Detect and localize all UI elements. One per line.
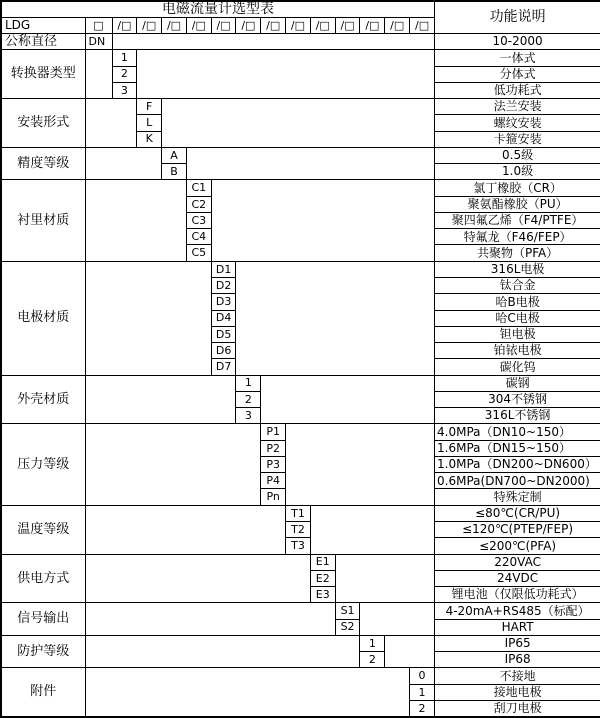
table-row: [1, 375, 600, 391]
code-cell: 2: [410, 700, 435, 716]
code-slot: /□: [261, 17, 286, 33]
table-row: [1, 261, 600, 277]
spacer-cell: [85, 554, 310, 603]
code-cell: C5: [186, 245, 211, 261]
code-cell: K: [137, 131, 162, 147]
desc-cell: ≤80℃(CR/PU): [435, 505, 600, 521]
desc-cell: 1.0MPa（DN200~DN600）: [435, 456, 600, 472]
desc-cell: 锂电池（仅限低功耗式）: [435, 587, 600, 603]
desc-cell: 氯丁橡胶（CR）: [435, 180, 600, 196]
table-row: [1, 635, 600, 651]
desc-cell: 钽电极: [435, 326, 600, 342]
spacer-cell: [112, 34, 435, 50]
code-slot: /□: [335, 17, 360, 33]
desc-cell: 法兰安装: [435, 99, 600, 115]
code-cell: C2: [186, 196, 211, 212]
table-row: [1, 180, 600, 196]
desc-cell: 0.6MPa(DN700~DN2000): [435, 473, 600, 489]
desc-cell: 共聚物（PFA）: [435, 245, 600, 261]
code-slot: /□: [385, 17, 410, 33]
desc-cell: ≤200℃(PFA): [435, 538, 600, 554]
desc-cell: 碳化钨: [435, 359, 600, 375]
spacer-cell: [85, 603, 335, 636]
desc-cell: IP68: [435, 652, 600, 668]
spacer-cell: [85, 261, 211, 375]
code-cell: Pn: [261, 489, 286, 505]
desc-cell: 低功耗式: [435, 82, 600, 98]
desc-cell: 4-20mA+RS485（标配）: [435, 603, 600, 619]
code-cell: C4: [186, 229, 211, 245]
code-cell: S1: [335, 603, 360, 619]
spacer-cell: [286, 424, 435, 505]
code-cell: E1: [310, 554, 335, 570]
desc-cell: 一体式: [435, 50, 600, 66]
code-cell: 3: [236, 408, 261, 424]
code-cell: D6: [211, 343, 236, 359]
desc-cell: 不接地: [435, 668, 600, 684]
spacer-cell: [137, 50, 435, 99]
code-cell: P4: [261, 473, 286, 489]
desc-cell: ≤120℃(PTEP/FEP): [435, 522, 600, 538]
desc-cell: 刮刀电极: [435, 700, 600, 716]
desc-cell: 钛合金: [435, 278, 600, 294]
desc-cell: 10-2000: [435, 34, 600, 50]
function-column-header: 功能说明: [435, 1, 600, 34]
code-cell: D4: [211, 310, 236, 326]
desc-cell: 304不锈钢: [435, 391, 600, 407]
desc-cell: 316L不锈钢: [435, 408, 600, 424]
code-cell: 1: [360, 635, 385, 651]
code-cell: DN: [85, 34, 112, 50]
code-cell: 2: [360, 652, 385, 668]
code-cell: 2: [112, 66, 137, 82]
code-cell: S2: [335, 619, 360, 635]
group-label: 附件: [1, 668, 85, 717]
desc-cell: 哈B电极: [435, 294, 600, 310]
spacer-cell: [236, 261, 435, 375]
group-label: 转换器类型: [1, 50, 85, 99]
desc-cell: 220VAC: [435, 554, 600, 570]
table-row: [1, 554, 600, 570]
code-slot: /□: [360, 17, 385, 33]
code-cell: D2: [211, 278, 236, 294]
spacer-cell: [310, 505, 434, 554]
spacer-cell: [85, 668, 410, 717]
code-cell: 2: [236, 391, 261, 407]
spacer-cell: [261, 375, 435, 424]
group-label: 信号输出: [1, 603, 85, 636]
code-slot: /□: [162, 17, 187, 33]
table-row: [1, 99, 600, 115]
code-cell: P2: [261, 440, 286, 456]
desc-cell: 碳钢: [435, 375, 600, 391]
desc-cell: 4.0MPa（DN10~150）: [435, 424, 600, 440]
desc-cell: HART: [435, 619, 600, 635]
spacer-cell: [385, 635, 435, 668]
code-cell: E3: [310, 587, 335, 603]
desc-cell: 卡箍安装: [435, 131, 600, 147]
table-row: [1, 424, 600, 440]
spacer-cell: [85, 99, 137, 148]
code-cell: D7: [211, 359, 236, 375]
group-label: 衬里材质: [1, 180, 85, 261]
table-row: [1, 603, 600, 619]
code-slot: /□: [286, 17, 311, 33]
spacer-cell: [85, 505, 286, 554]
spacer-cell: [85, 635, 360, 668]
group-label: 安装形式: [1, 99, 85, 148]
code-slot: /□: [137, 17, 162, 33]
code-cell: 1: [236, 375, 261, 391]
desc-cell: 316L电极: [435, 261, 600, 277]
model-prefix: LDG: [1, 17, 85, 33]
code-cell: A: [162, 147, 187, 163]
code-cell: T1: [286, 505, 311, 521]
spacer-cell: [162, 99, 435, 148]
table-row: [1, 50, 600, 66]
desc-cell: 24VDC: [435, 570, 600, 586]
desc-cell: 接地电极: [435, 684, 600, 700]
code-slot: /□: [186, 17, 211, 33]
table-title: 电磁流量计选型表: [1, 1, 435, 17]
code-cell: E2: [310, 570, 335, 586]
code-slot: /□: [410, 17, 435, 33]
group-label: 公称直径: [1, 34, 85, 50]
code-slot: /□: [112, 17, 137, 33]
desc-cell: 特殊定制: [435, 489, 600, 505]
code-cell: F: [137, 99, 162, 115]
spacer-cell: [360, 603, 435, 636]
desc-cell: 螺纹安装: [435, 115, 600, 131]
code-slot: /□: [310, 17, 335, 33]
desc-cell: 特氟龙（F46/FEP）: [435, 229, 600, 245]
code-cell: 3: [112, 82, 137, 98]
desc-cell: 聚氨酯橡胶（PU）: [435, 196, 600, 212]
spacer-cell: [85, 147, 162, 180]
spacer-cell: [186, 147, 434, 180]
spacer-cell: [85, 50, 112, 99]
spacer-cell: [211, 180, 434, 261]
code-slot: /□: [211, 17, 236, 33]
code-cell: D5: [211, 326, 236, 342]
group-label: 供电方式: [1, 554, 85, 603]
group-label: 温度等级: [1, 505, 85, 554]
code-cell: P3: [261, 456, 286, 472]
desc-cell: 分体式: [435, 66, 600, 82]
spacer-cell: [85, 180, 186, 261]
desc-cell: IP65: [435, 635, 600, 651]
code-slot: /□: [236, 17, 261, 33]
code-cell: C3: [186, 212, 211, 228]
table-row: [1, 668, 600, 684]
desc-cell: 0.5级: [435, 147, 600, 163]
code-cell: T3: [286, 538, 311, 554]
dn-code-box: □: [85, 17, 112, 33]
diameter-row: [1, 34, 600, 50]
spacer-cell: [85, 375, 236, 424]
desc-cell: 1.0级: [435, 164, 600, 180]
code-cell: T2: [286, 522, 311, 538]
code-cell: 1: [112, 50, 137, 66]
desc-cell: 哈C电极: [435, 310, 600, 326]
code-cell: 0: [410, 668, 435, 684]
group-label: 压力等级: [1, 424, 85, 505]
spacer-cell: [335, 554, 434, 603]
table-row: [1, 505, 600, 521]
code-cell: D3: [211, 294, 236, 310]
group-label: 防护等级: [1, 635, 85, 668]
group-label: 电极材质: [1, 261, 85, 375]
code-cell: C1: [186, 180, 211, 196]
group-label: 外壳材质: [1, 375, 85, 424]
code-cell: D1: [211, 261, 236, 277]
code-cell: B: [162, 164, 187, 180]
desc-cell: 1.6MPa（DN15~150）: [435, 440, 600, 456]
code-cell: P1: [261, 424, 286, 440]
spacer-cell: [85, 424, 261, 505]
table-row: [1, 147, 600, 163]
code-cell: 1: [410, 684, 435, 700]
desc-cell: 铂铱电极: [435, 343, 600, 359]
code-cell: L: [137, 115, 162, 131]
group-label: 精度等级: [1, 147, 85, 180]
desc-cell: 聚四氟乙烯（F4/PTFE）: [435, 212, 600, 228]
